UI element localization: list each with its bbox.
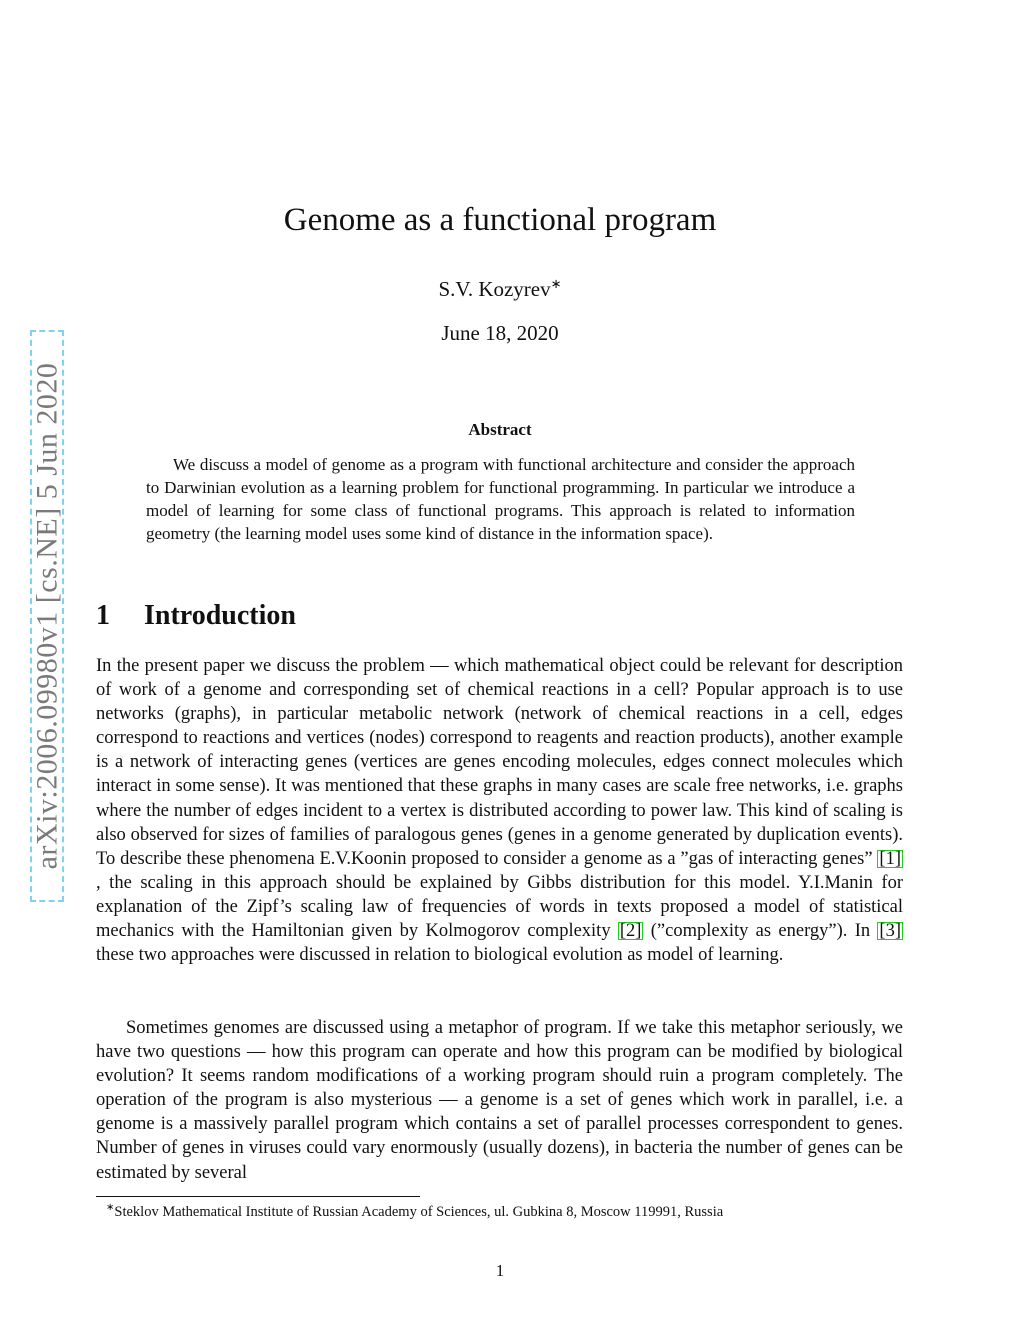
citation-link-3[interactable]: [3] <box>879 921 901 942</box>
footnote-divider <box>96 1196 420 1197</box>
arxiv-identifier[interactable]: arXiv:2006.09980v1 [cs.NE] 5 Jun 2020 <box>30 362 63 870</box>
footnote-mark: ∗ <box>106 1202 115 1213</box>
intro-paragraph-2: Sometimes genomes are discussed using a metaphor of program. If we take this metaphor seriously, we have two questions — how this program can operate and how this program can be modified by biological evolution? It seems random modifications of a working program should ruin a program completely. The operation of the program is also mysterious — a genome is a set of genes which work in parallel, i.e. a genome is a massively parallel program which contains a set of parallel processes correspondent to genes. Number of genes in viruses could vary enormously (usually dozens), in bacteria the number of genes can be estimated by several <box>96 1018 903 1183</box>
arxiv-sidebar-stamp <box>30 330 64 902</box>
paragraph-text: (”complexity as energy”). In <box>643 921 878 942</box>
paragraph-text: these two approaches were discussed in relation to biological evolution as model of learning. <box>96 945 784 966</box>
section-title: Introduction <box>144 600 296 631</box>
paragraph-text: , the scaling in this approach should be explained by Gibbs distribution for this model. Y.I.Manin for explanation of the Zipf’s scaling law of frequencies of words in texts proposed a model of statistical mechanics with the Hamiltonian given by Kolmogorov complexity <box>96 872 903 942</box>
footnote-text: Steklov Mathematical Institute of Russian Academy of Sciences, ul. Gubkina 8, Moscow 119991, Russia <box>114 1203 724 1220</box>
paragraph-text: In the present paper we discuss the problem — which mathematical object could be relevant for description of work of a genome and corresponding set of chemical reactions in a cell? Popular approach is to use networks (graphs), in particular metabolic network (network of chemical reactions in a cell, edges correspond to reactions and vertices (nodes) correspond to reagents and reaction products), another example is a network of interacting genes (vertices are genes encoding molecules, edges connect molecules which interact in some sense). It was mentioned that these graphs in many cases are scale free networks, i.e. graphs where the number of edges incident to a vertex is distributed according to power law. This kind of scaling is also observed for sizes of families of paralogous genes (genes in a genome generated by duplication events). To describe these phenomena E.V.Koonin proposed to consider a genome as a ”gas of interacting genes” <box>96 656 903 869</box>
section-number: 1 <box>96 600 110 631</box>
intro-paragraph-1 <box>96 654 903 967</box>
author-line <box>0 276 1000 302</box>
author-name: S.V. Kozyrev <box>438 277 551 301</box>
paper-date: June 18, 2020 <box>441 321 559 345</box>
author-footnote-mark[interactable]: ∗ <box>550 276 562 291</box>
abstract-heading: Abstract <box>468 420 532 439</box>
page-number: 1 <box>495 1261 505 1280</box>
footnote <box>96 1202 926 1221</box>
paper-title: Genome as a functional program <box>283 202 717 238</box>
citation-link-1[interactable]: [1] <box>879 848 901 869</box>
citation-link-2[interactable]: [2] <box>619 921 642 942</box>
section-heading-introduction <box>96 600 296 632</box>
abstract-text: We discuss a model of genome as a program with functional architecture and consider the approach to Darwinian evolution as a learning problem for functional programming. In particular we introduce a model of learning for some class of functional programs. This approach is related to information geometry (the learning model uses some kind of distance in the information space). <box>146 455 855 543</box>
